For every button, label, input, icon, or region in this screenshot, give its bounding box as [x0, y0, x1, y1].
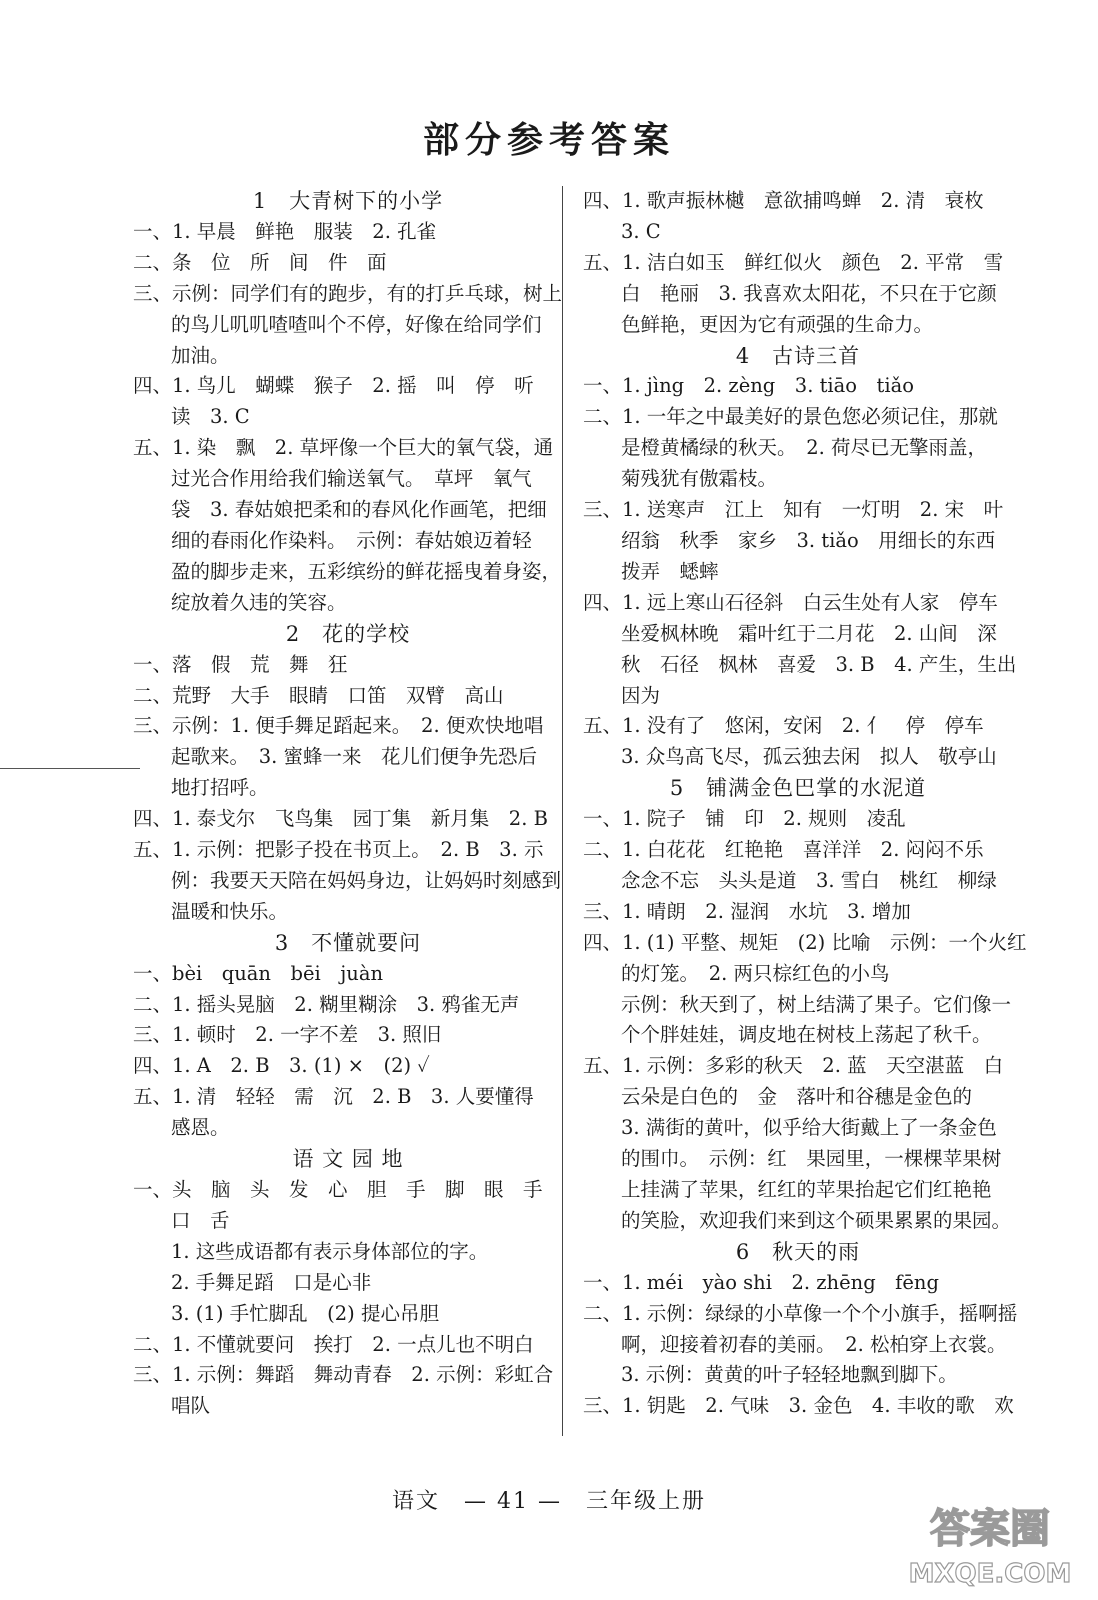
answer-line: 三、1. 晴朗 2. 湿润 水坑 3. 增加: [583, 899, 911, 923]
answer-line: 一、1. 院子 铺 印 2. 规则 凌乱: [583, 807, 906, 831]
answer-line: 云朵是白色的 金 落叶和谷穗是金色的: [621, 1085, 973, 1109]
answer-line: 一、头 脑 头 发 心 胆 手 脚 眼 手: [133, 1178, 543, 1201]
answer-line: 3. 众鸟高飞尽，孤云独去闲 拟人 敬亭山: [621, 745, 997, 769]
answer-line: 3. C: [621, 219, 661, 243]
answer-line: 盈的脚步走来，五彩缤纷的鲜花摇曳着身姿，: [171, 559, 562, 583]
answer-line: 一、1. 早晨 鲜艳 服装 2. 孔雀: [133, 219, 437, 243]
answer-line: 的围巾。 示例：红 果园里，一棵棵苹果树: [621, 1147, 1002, 1171]
answer-line: 袋 3. 春姑娘把柔和的春风化作画笔，把细: [171, 498, 547, 522]
answer-line: 2. 手舞足蹈 口是心非: [171, 1270, 372, 1294]
page-title: 部分参考答案: [422, 120, 675, 161]
answer-line: 一、1. jìng 2. zèng 3. tiāo tiǎo: [583, 374, 914, 398]
answer-line: 念念不忘 头头是道 3. 雪白 桃红 柳绿: [621, 868, 997, 892]
column-divider: [562, 186, 563, 1436]
answer-line: 一、1. méi yào shi 2. zhēng fēng: [583, 1270, 939, 1294]
answer-line: 秋 石径 枫林 喜爱 3. B 4. 产生，生出: [621, 652, 1017, 676]
answer-line: 三、示例：同学们有的跑步，有的打乒乓球，树上: [133, 281, 563, 305]
lesson-heading: 6 秋天的雨: [735, 1239, 861, 1264]
answer-line: 五、1. 示例：把影子投在书页上。 2. B 3. 示: [133, 838, 544, 862]
lesson-heading: 1 大青树下的小学: [252, 189, 444, 213]
page-footer: 语文 — 41 — 三年级上册: [392, 1489, 706, 1514]
lesson-heading: 3 不懂就要问: [274, 930, 422, 955]
answer-line: 温暖和快乐。: [171, 899, 289, 923]
answer-line: 五、1. 清 轻轻 需 沉 2. B 3. 人要懂得: [133, 1085, 534, 1109]
svg-text:答案圈: 答案圈: [930, 1506, 1050, 1552]
answer-line: 3. 示例：黄黄的叶子轻轻地飘到脚下。: [621, 1363, 958, 1387]
answer-line: 的笑脸，欢迎我们来到这个硕果累累的果园。: [621, 1208, 1012, 1232]
answer-line: 口 舌: [171, 1208, 230, 1232]
answer-line: 色鲜艳，更因为它有顽强的生命力。: [621, 312, 934, 336]
answer-line: 一、bèi quān bēi juàn: [133, 961, 384, 985]
answer-line: 三、1. 示例：舞蹈 舞动青春 2. 示例：彩虹合: [133, 1363, 554, 1387]
scan-artifact-line: [0, 768, 140, 769]
answer-line: 坐爱枫林晚 霜叶红于二月花 2. 山间 深: [621, 621, 997, 645]
answer-line: 的鸟儿叽叽喳喳叫个不停，好像在给同学们: [171, 312, 542, 336]
answer-line: 二、荒野 大手 眼睛 口笛 双臂 高山: [133, 683, 504, 707]
answer-line: 1. 这些成语都有表示身体部位的字。: [171, 1239, 489, 1263]
answer-line: 二、1. 白花花 红艳艳 喜洋洋 2. 闷闷不乐: [583, 838, 984, 862]
answer-line: 唱队: [171, 1394, 211, 1418]
answer-line: 四、1. 鸟儿 蝴蝶 猴子 2. 摇 叫 停 听: [133, 374, 534, 398]
answer-line: 三、1. 送寒声 江上 知有 一灯明 2. 宋 叶: [583, 498, 1004, 522]
answer-line: 读 3. C: [171, 405, 250, 429]
answer-line: 加油。: [171, 343, 230, 367]
answer-line: 二、1. 示例：绿绿的小草像一个个小旗手，摇啊摇: [583, 1301, 1018, 1325]
answer-line: 一、落 假 荒 舞 狂: [133, 652, 348, 676]
answer-line: 上挂满了苹果，红红的苹果抬起它们红艳艳: [621, 1178, 992, 1201]
answer-line: 二、1. 一年之中最美好的景色您必须记住，那就: [583, 405, 998, 429]
answer-line: 起歌来。 3. 蜜蜂一来 花儿们便争先恐后: [171, 745, 538, 769]
answer-line: 四、1. (1) 平整、规矩 (2) 比喻 示例：一个火红: [583, 930, 1027, 954]
left-answer-column: [133, 186, 563, 1422]
answer-line: 二、1. 不懂就要问 挨打 2. 一点儿也不明白: [133, 1332, 534, 1356]
answer-line: 四、1. 远上寒山石径斜 白云生处有人家 停车: [583, 590, 998, 614]
answer-line: 过光合作用给我们输送氧气。 草坪 氧气: [171, 467, 532, 491]
answer-line: 三、1. 钥匙 2. 气味 3. 金色 4. 丰收的歌 欢: [583, 1394, 1014, 1418]
answer-line: 地打招呼。: [171, 776, 269, 800]
answer-line: 例：我要天天陪在妈妈身边，让妈妈时刻感到: [171, 868, 562, 892]
answer-line: 五、1. 染 飘 2. 草坪像一个巨大的氧气袋，通: [133, 436, 554, 460]
answer-line: 感恩。: [171, 1116, 230, 1140]
answer-line: 3. (1) 手忙脚乱 (2) 提心吊胆: [171, 1301, 439, 1325]
answer-line: 绽放着久违的笑容。: [171, 590, 347, 614]
answer-line: 细的春雨化作染料。 示例：春姑娘迈着轻: [171, 528, 532, 552]
answer-line: 四、1. 歌声振林樾 意欲捕鸣蝉 2. 清 衰枚: [583, 189, 984, 212]
svg-text:MXQE.COM: MXQE.COM: [908, 1559, 1072, 1589]
watermark-logo: [890, 1494, 1090, 1594]
answer-line: 二、1. 摇头晃脑 2. 糊里糊涂 3. 鸦雀无声: [133, 992, 520, 1016]
lesson-heading: 2 花的学校: [285, 621, 411, 646]
answer-line: 绍翁 秋季 家乡 3. tiǎo 用细长的东西: [621, 528, 996, 552]
right-answer-column: [583, 186, 1027, 1422]
lesson-heading: 4 古诗三首: [735, 343, 861, 368]
lesson-heading: 5 铺满金色巴掌的水泥道: [669, 776, 927, 801]
answer-line: 五、1. 示例：多彩的秋天 2. 蓝 天空湛蓝 白: [583, 1054, 1004, 1078]
answer-line: 示例：秋天到了，树上结满了果子。它们像一: [621, 992, 1012, 1016]
answer-line: 四、1. A 2. B 3. (1) × (2) ✓: [133, 1054, 430, 1078]
answer-line: 白 艳丽 3. 我喜欢太阳花，不只在于它颜: [621, 281, 997, 305]
answer-line: 个个胖娃娃，调皮地在树枝上荡起了秋千。: [621, 1023, 992, 1047]
answer-line: 是橙黄橘绿的秋天。 2. 荷尽已无擎雨盖，: [621, 436, 988, 460]
answer-line: 3. 满街的黄叶，似乎给大街戴上了一条金色: [621, 1116, 997, 1140]
answer-line: 二、条 位 所 间 件 面: [133, 250, 387, 274]
answer-line: 四、1. 泰戈尔 飞鸟集 园丁集 新月集 2. B: [133, 807, 548, 831]
answer-line: 三、1. 顿时 2. 一字不差 3. 照旧: [133, 1023, 442, 1047]
answer-line: 菊残犹有傲霜枝。: [621, 467, 778, 491]
answer-line: 的灯笼。 2. 两只棕红色的小鸟: [621, 961, 890, 985]
answer-line: 五、1. 没有了 悠闲，安闲 2. 亻 停 停车: [583, 714, 984, 738]
answer-line: 啊，迎接着初春的美丽。 2. 松柏穿上衣裳。: [621, 1332, 1007, 1356]
lesson-heading: 语 文 园 地: [292, 1147, 404, 1172]
answer-line: 因为: [621, 683, 661, 707]
answer-line: 五、1. 洁白如玉 鲜红似火 颜色 2. 平常 雪: [583, 250, 1004, 274]
answer-line: 三、示例：1. 便手舞足蹈起来。 2. 便欢快地唱: [133, 714, 544, 738]
answer-line: 拨弄 蟋蟀: [621, 559, 719, 583]
